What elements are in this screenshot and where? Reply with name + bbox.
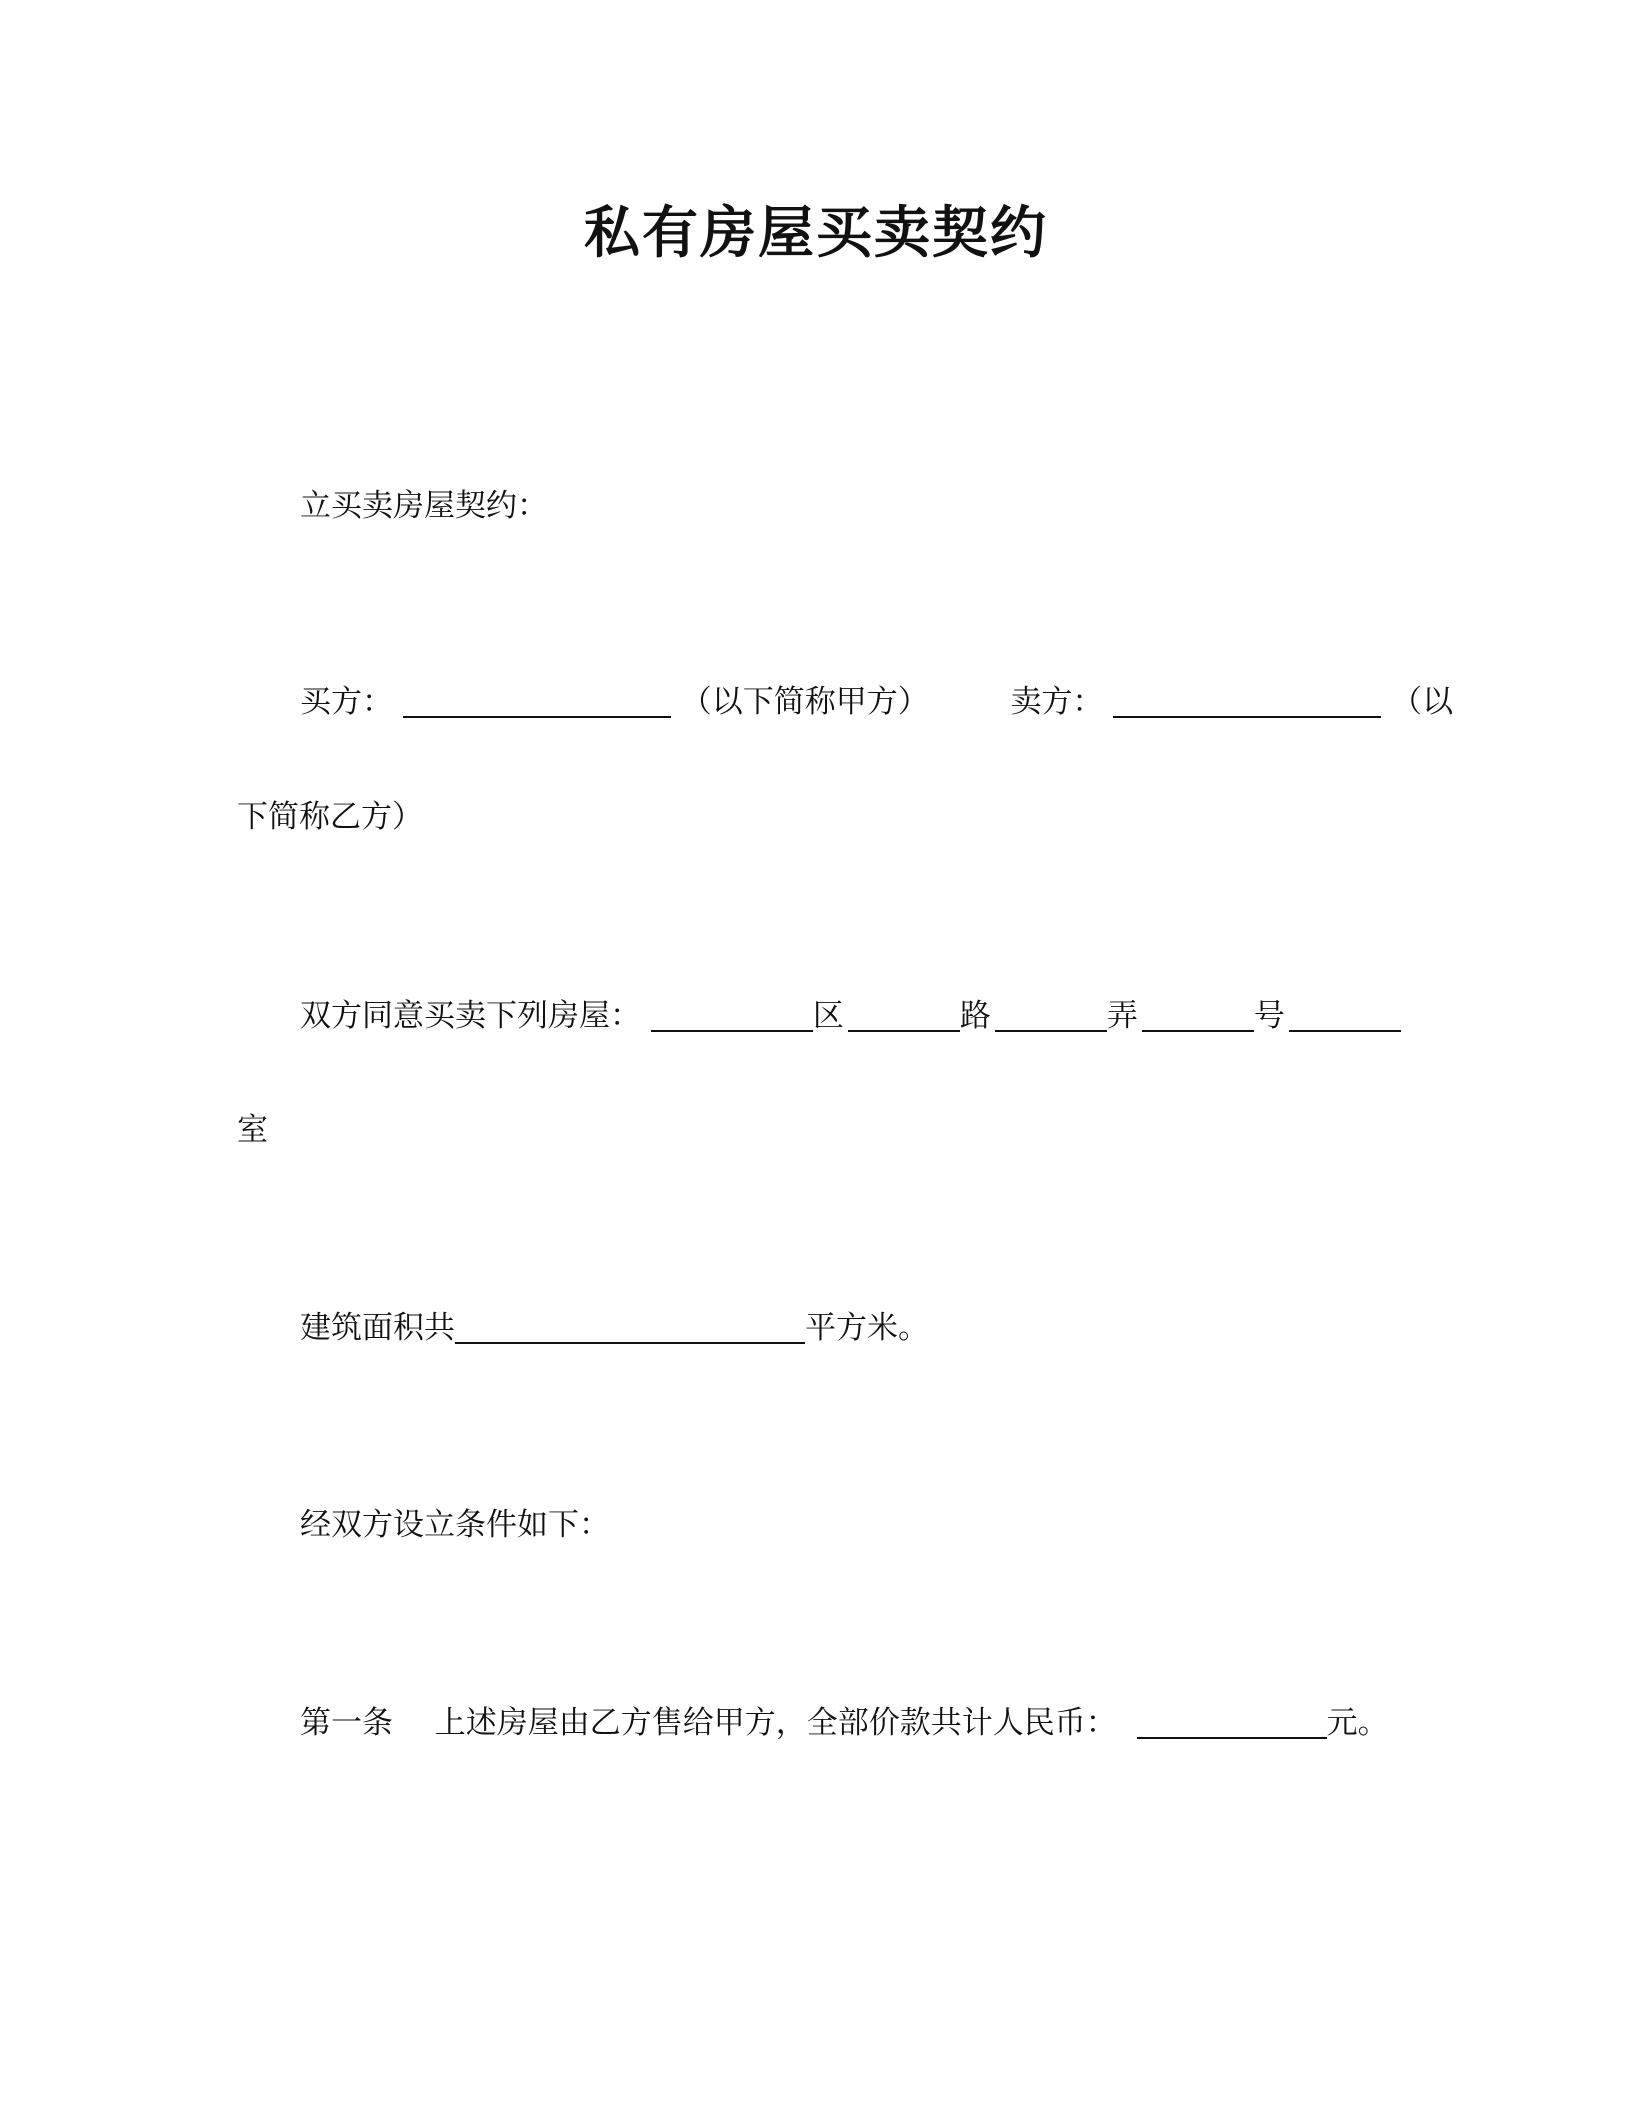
conditions-intro-line	[300, 1505, 610, 1545]
price-field[interactable]	[1137, 1705, 1327, 1739]
intro-text: 立买卖房屋契约：	[300, 488, 548, 524]
area-field[interactable]	[455, 1310, 805, 1344]
district-label: 区	[812, 998, 844, 1034]
parties-line-continued	[237, 797, 423, 837]
seller-note-start: （以	[1391, 684, 1454, 720]
area-line	[300, 1308, 929, 1348]
area-unit: 平方米。	[805, 1310, 929, 1346]
room-label: 室	[237, 1112, 268, 1148]
parties-line	[300, 682, 1453, 722]
article-one-unit: 元。	[1326, 1705, 1389, 1741]
intro-line	[300, 486, 548, 526]
seller-name-field[interactable]	[1113, 684, 1381, 718]
lane-field[interactable]	[995, 998, 1107, 1032]
article-one-line	[300, 1703, 1389, 1743]
room-field[interactable]	[1289, 998, 1401, 1032]
address-line	[300, 996, 1401, 1036]
district-field[interactable]	[651, 998, 813, 1032]
buyer-name-field[interactable]	[403, 684, 671, 718]
article-one-number: 第一条	[300, 1705, 393, 1741]
lane-label: 弄	[1106, 998, 1138, 1034]
article-one-text: 上述房屋由乙方售给甲方，全部价款共计人民币：	[434, 1705, 1117, 1741]
number-label: 号	[1253, 998, 1285, 1034]
road-field[interactable]	[848, 998, 960, 1032]
seller-note-end: 下简称乙方）	[237, 799, 423, 835]
number-field[interactable]	[1142, 998, 1254, 1032]
buyer-label: 买方：	[300, 684, 393, 720]
seller-label: 卖方：	[1010, 684, 1104, 720]
buyer-note: （以下简称甲方）	[680, 684, 929, 720]
address-line-continued	[237, 1110, 268, 1150]
area-prefix: 建筑面积共	[300, 1310, 455, 1346]
page-title: 私有房屋买卖契约	[584, 201, 1048, 266]
conditions-intro: 经双方设立条件如下：	[300, 1507, 610, 1543]
address-prefix: 双方同意买卖下列房屋：	[300, 998, 641, 1034]
road-label: 路	[959, 998, 991, 1034]
